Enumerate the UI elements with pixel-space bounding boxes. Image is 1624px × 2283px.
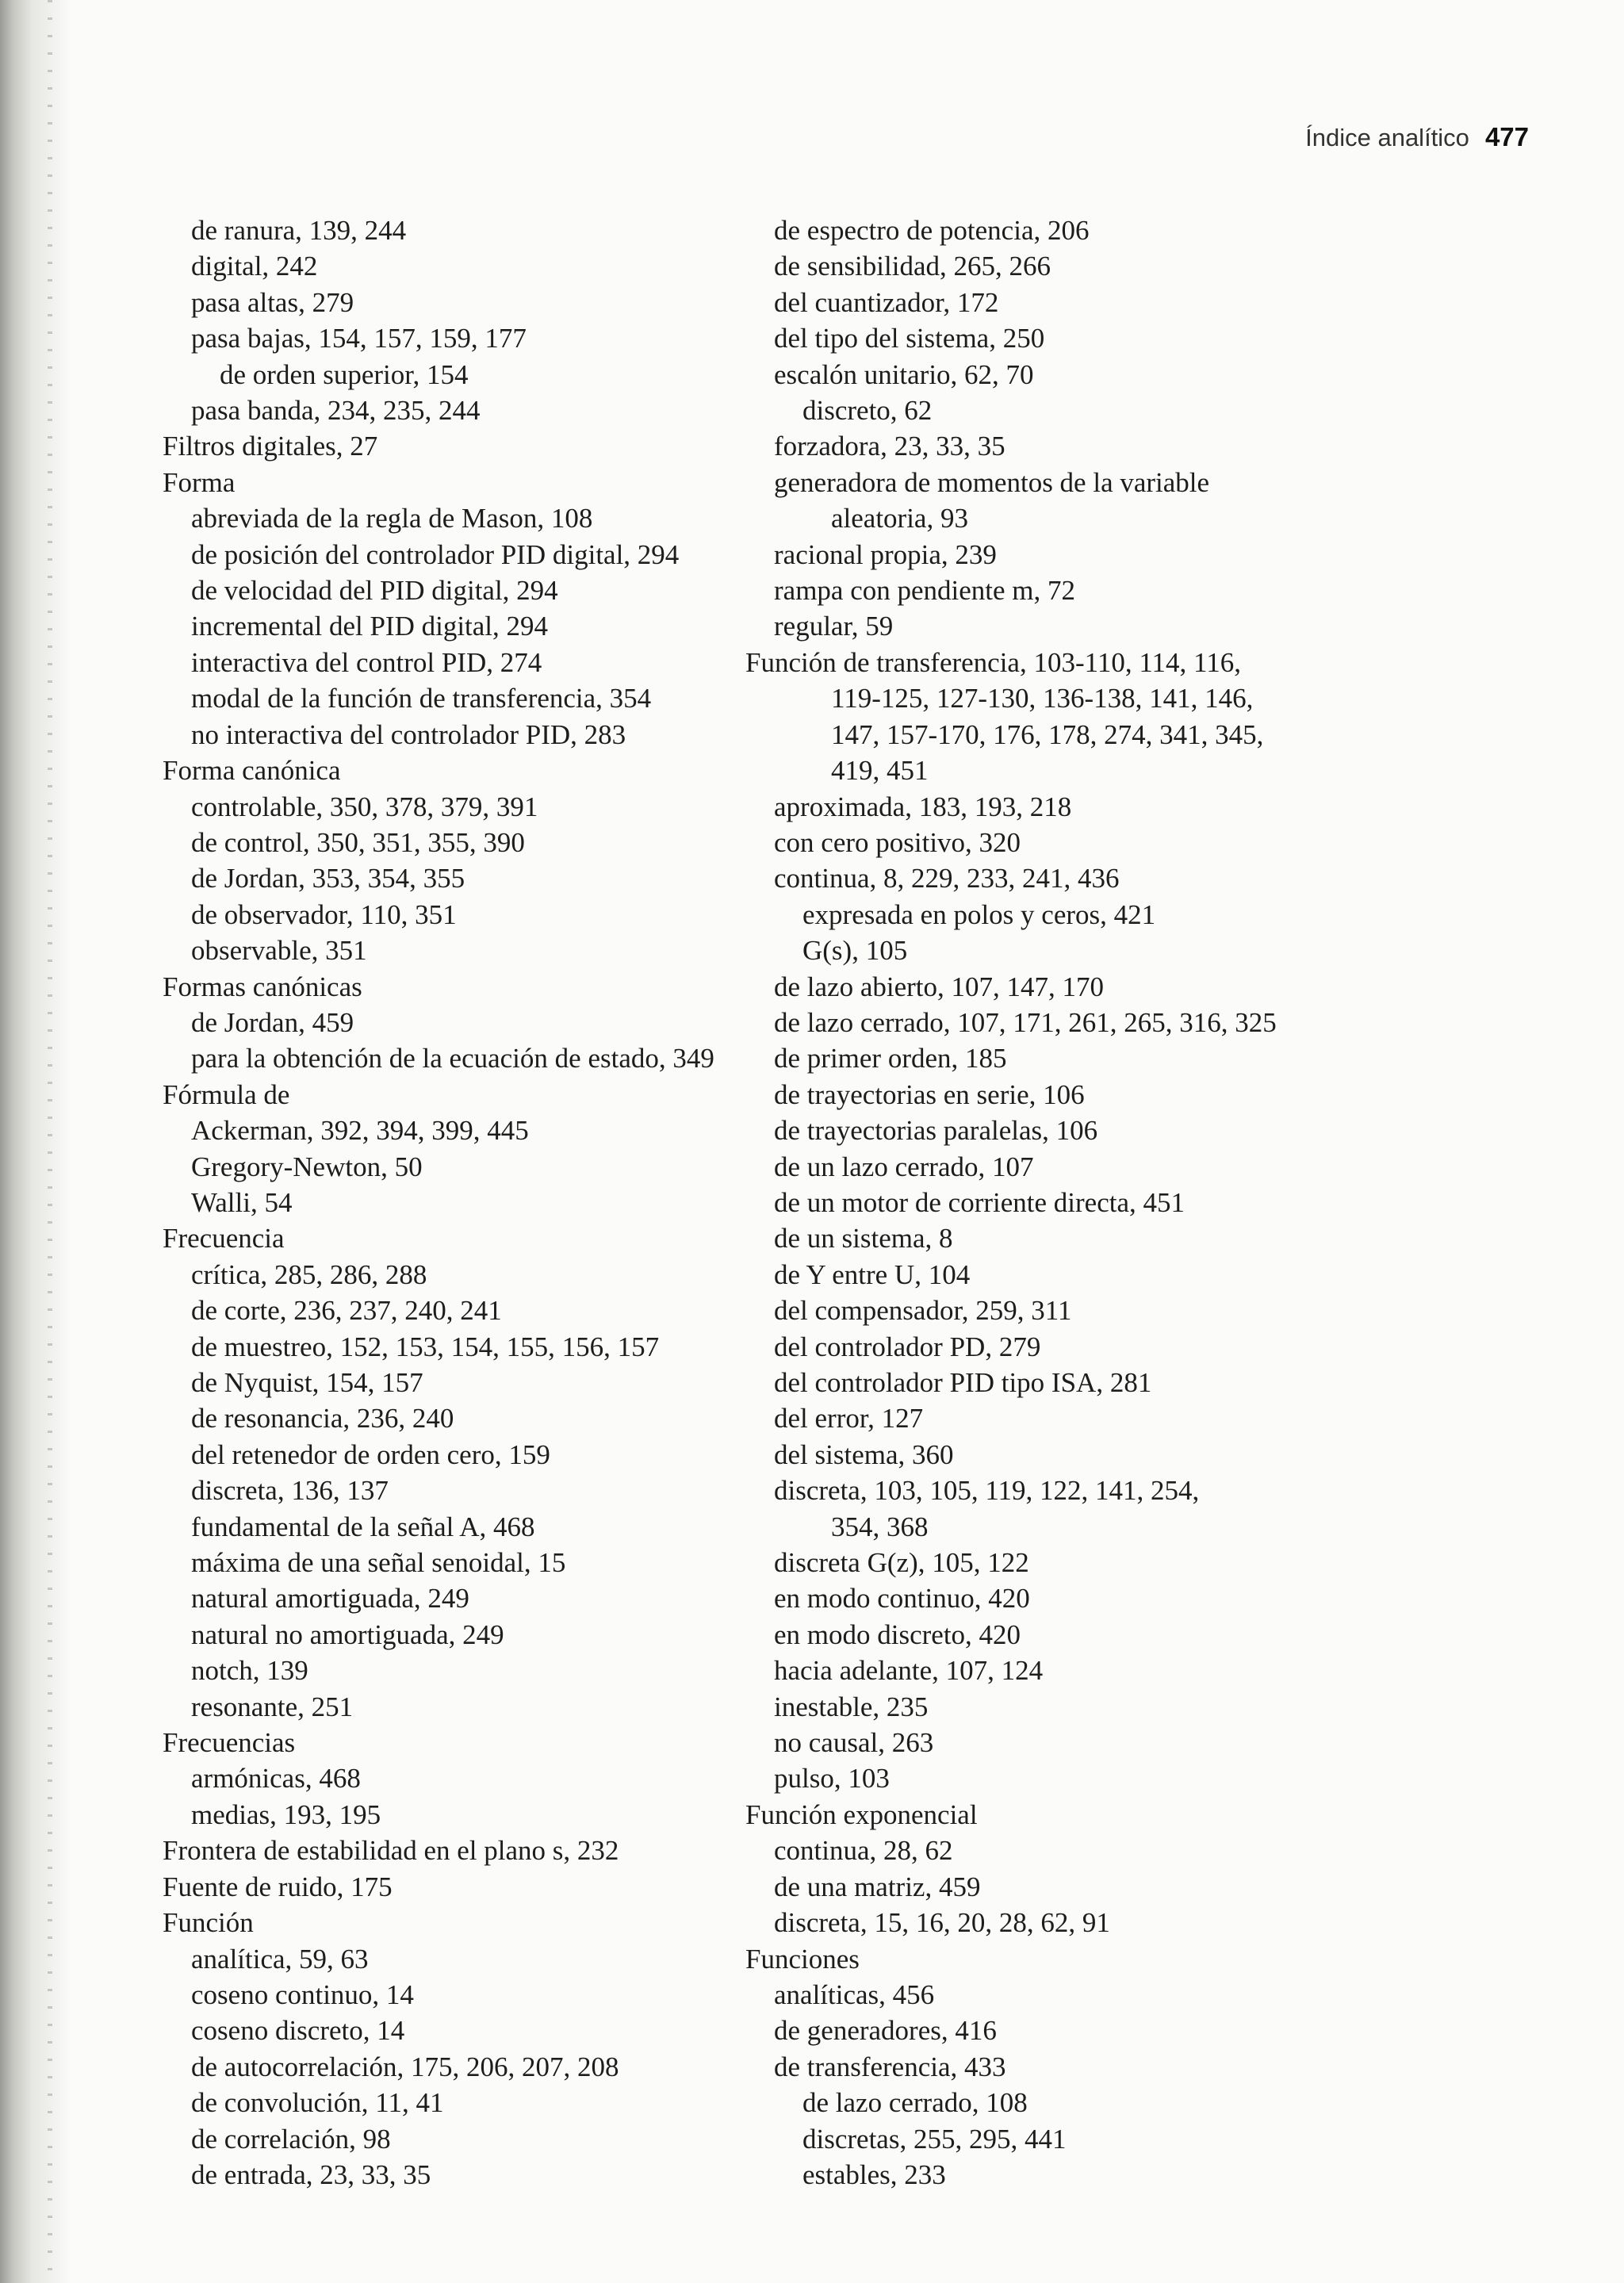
index-entry: medias, 193, 195 bbox=[191, 1798, 381, 1830]
index-entry: del error, 127 bbox=[774, 1403, 924, 1435]
page-number: 477 bbox=[1484, 122, 1529, 151]
index-entry: pasa bajas, 154, 157, 159, 177 bbox=[191, 323, 527, 354]
index-entry: analítica, 59, 63 bbox=[191, 1943, 369, 1975]
index-entry: 354, 368 bbox=[831, 1511, 929, 1542]
index-entry: de un lazo cerrado, 107 bbox=[774, 1151, 1034, 1182]
index-entry: del controlador PD, 279 bbox=[774, 1331, 1041, 1362]
index-entry: natural amortiguada, 249 bbox=[191, 1583, 469, 1615]
index-entry: aleatoria, 93 bbox=[831, 503, 968, 534]
index-entry: de convolución, 11, 41 bbox=[191, 2087, 444, 2119]
index-entry: Forma canónica bbox=[163, 755, 341, 787]
index-entry: Forma bbox=[163, 466, 236, 498]
index-entry: Frontera de estabilidad en el plano s, 232 bbox=[163, 1835, 619, 1867]
index-entry: Gregory-Newton, 50 bbox=[191, 1151, 423, 1182]
index-entry: de resonancia, 236, 240 bbox=[191, 1403, 454, 1435]
index-entry: Fórmula de bbox=[163, 1078, 290, 1110]
index-entry: de primer orden, 185 bbox=[774, 1043, 1007, 1074]
index-entry: modal de la función de transferencia, 354 bbox=[191, 683, 652, 714]
index-entry: de una matriz, 459 bbox=[774, 1871, 981, 1902]
index-entry: generadora de momentos de la variable bbox=[774, 466, 1210, 498]
index-entry: de autocorrelación, 175, 206, 207, 208 bbox=[191, 2051, 619, 2082]
index-entry: armónicas, 468 bbox=[191, 1763, 361, 1795]
index-entry: Frecuencias bbox=[163, 1727, 296, 1759]
index-entry: coseno discreto, 14 bbox=[191, 2015, 405, 2047]
index-entry: de un motor de corriente directa, 451 bbox=[774, 1186, 1185, 1218]
index-entry: de transferencia, 433 bbox=[774, 2051, 1006, 2082]
index-entry: de correlación, 98 bbox=[191, 2123, 391, 2155]
index-entry: Walli, 54 bbox=[191, 1186, 293, 1218]
index-entry: de lazo cerrado, 107, 171, 261, 265, 316, 325 bbox=[774, 1006, 1277, 1038]
index-entry: discretas, 255, 295, 441 bbox=[802, 2123, 1067, 2155]
index-entry: escalón unitario, 62, 70 bbox=[774, 358, 1034, 390]
index-entry: de control, 350, 351, 355, 390 bbox=[191, 826, 525, 858]
index-entry: 119-125, 127-130, 136-138, 141, 146, bbox=[831, 683, 1254, 714]
index-entry: hacia adelante, 107, 124 bbox=[774, 1655, 1044, 1687]
index-entry: Filtros digitales, 27 bbox=[163, 431, 378, 462]
index-entry: estables, 233 bbox=[802, 2159, 946, 2190]
index-entry: de lazo cerrado, 108 bbox=[802, 2087, 1028, 2119]
index-entry: del cuantizador, 172 bbox=[774, 286, 999, 318]
index-entry: resonante, 251 bbox=[191, 1691, 354, 1722]
index-entry: Función exponencial bbox=[745, 1798, 978, 1830]
index-entry: no causal, 263 bbox=[774, 1727, 934, 1759]
index-entry: de muestreo, 152, 153, 154, 155, 156, 157 bbox=[191, 1331, 660, 1362]
index-entry: de posición del controlador PID digital, 294 bbox=[191, 538, 680, 570]
index-entry: G(s), 105 bbox=[802, 935, 908, 967]
index-entry: de trayectorias paralelas, 106 bbox=[774, 1115, 1098, 1147]
index-entry: discreta G(z), 105, 122 bbox=[774, 1547, 1029, 1579]
index-entry: del retenedor de orden cero, 159 bbox=[191, 1438, 550, 1470]
index-entry: fundamental de la señal A, 468 bbox=[191, 1511, 535, 1542]
section-title: Índice analítico bbox=[1305, 124, 1469, 151]
index-entry: aproximada, 183, 193, 218 bbox=[774, 791, 1072, 822]
index-entry: de espectro de potencia, 206 bbox=[774, 215, 1090, 246]
index-entry: Fuente de ruido, 175 bbox=[163, 1871, 393, 1902]
index-entry: continua, 28, 62 bbox=[774, 1835, 953, 1867]
index-entry: de sensibilidad, 265, 266 bbox=[774, 251, 1051, 282]
index-entry: para la obtención de la ecuación de estado, 349 bbox=[191, 1043, 714, 1074]
index-entry: racional propia, 239 bbox=[774, 538, 997, 570]
index-entry: expresada en polos y ceros, 421 bbox=[802, 898, 1156, 930]
index-entry: de trayectorias en serie, 106 bbox=[774, 1078, 1085, 1110]
index-entry: de observador, 110, 351 bbox=[191, 898, 457, 930]
index-entry: de orden superior, 154 bbox=[220, 358, 469, 390]
index-entry: discreta, 15, 16, 20, 28, 62, 91 bbox=[774, 1907, 1110, 1939]
index-entry: 147, 157-170, 176, 178, 274, 341, 345, bbox=[831, 718, 1264, 750]
index-entry: pasa altas, 279 bbox=[191, 286, 354, 318]
index-entry: del compensador, 259, 311 bbox=[774, 1295, 1072, 1327]
index-entry: forzadora, 23, 33, 35 bbox=[774, 431, 1005, 462]
index-entry: de ranura, 139, 244 bbox=[191, 215, 407, 246]
index-entry: no interactiva del controlador PID, 283 bbox=[191, 718, 626, 750]
index-entry: abreviada de la regla de Mason, 108 bbox=[191, 503, 593, 534]
index-entry: en modo discreto, 420 bbox=[774, 1618, 1021, 1650]
index-entry: Función de transferencia, 103-110, 114, 116, bbox=[745, 646, 1241, 678]
index-entry: analíticas, 456 bbox=[774, 1978, 935, 2010]
scan-shadow-edge bbox=[0, 0, 71, 2283]
index-entry: Funciones bbox=[745, 1943, 860, 1975]
index-entry: discreta, 103, 105, 119, 122, 141, 254, bbox=[774, 1475, 1200, 1507]
running-header bbox=[1305, 122, 1529, 152]
index-entry: en modo continuo, 420 bbox=[774, 1583, 1030, 1615]
index-entry: observable, 351 bbox=[191, 935, 367, 967]
index-entry: inestable, 235 bbox=[774, 1691, 929, 1722]
index-entry: notch, 139 bbox=[191, 1655, 308, 1687]
index-entry: de Y entre U, 104 bbox=[774, 1258, 971, 1290]
index-entry: discreta, 136, 137 bbox=[191, 1475, 389, 1507]
index-column-right bbox=[745, 213, 1459, 2193]
index-entry: regular, 59 bbox=[774, 611, 894, 642]
index-entry: rampa con pendiente m, 72 bbox=[774, 575, 1076, 607]
index-entry: de velocidad del PID digital, 294 bbox=[191, 575, 558, 607]
index-entry: interactiva del control PID, 274 bbox=[191, 646, 542, 678]
index-entry: incremental del PID digital, 294 bbox=[191, 611, 549, 642]
index-entry: controlable, 350, 378, 379, 391 bbox=[191, 791, 538, 822]
index-entry: con cero positivo, 320 bbox=[774, 826, 1021, 858]
index-entry: del controlador PID tipo ISA, 281 bbox=[774, 1367, 1152, 1398]
index-entry: crítica, 285, 286, 288 bbox=[191, 1258, 427, 1290]
index-entry: pulso, 103 bbox=[774, 1763, 890, 1795]
index-entry: Función bbox=[163, 1907, 254, 1939]
index-column-left bbox=[163, 213, 765, 2193]
index-entry: pasa banda, 234, 235, 244 bbox=[191, 395, 481, 427]
index-entry: continua, 8, 229, 233, 241, 436 bbox=[774, 863, 1120, 894]
index-entry: de Jordan, 353, 354, 355 bbox=[191, 863, 465, 894]
index-entry: de Nyquist, 154, 157 bbox=[191, 1367, 423, 1398]
index-entry: Formas canónicas bbox=[163, 971, 362, 1002]
index-entry: de generadores, 416 bbox=[774, 2015, 997, 2047]
index-entry: discreto, 62 bbox=[802, 395, 933, 427]
index-entry: Ackerman, 392, 394, 399, 445 bbox=[191, 1115, 529, 1147]
index-entry: digital, 242 bbox=[191, 251, 318, 282]
index-entry: Frecuencia bbox=[163, 1223, 285, 1255]
index-entry: de Jordan, 459 bbox=[191, 1006, 354, 1038]
index-entry: del tipo del sistema, 250 bbox=[774, 323, 1045, 354]
index-entry: máxima de una señal senoidal, 15 bbox=[191, 1547, 566, 1579]
scan-binding-marks bbox=[48, 0, 52, 2283]
index-entry: de corte, 236, 237, 240, 241 bbox=[191, 1295, 502, 1327]
index-entry: de un sistema, 8 bbox=[774, 1223, 953, 1255]
index-entry: del sistema, 360 bbox=[774, 1438, 954, 1470]
index-entry: natural no amortiguada, 249 bbox=[191, 1618, 504, 1650]
index-entry: de lazo abierto, 107, 147, 170 bbox=[774, 971, 1105, 1002]
index-entry: de entrada, 23, 33, 35 bbox=[191, 2159, 431, 2190]
index-entry: coseno continuo, 14 bbox=[191, 1978, 414, 2010]
index-entry: 419, 451 bbox=[831, 755, 929, 787]
